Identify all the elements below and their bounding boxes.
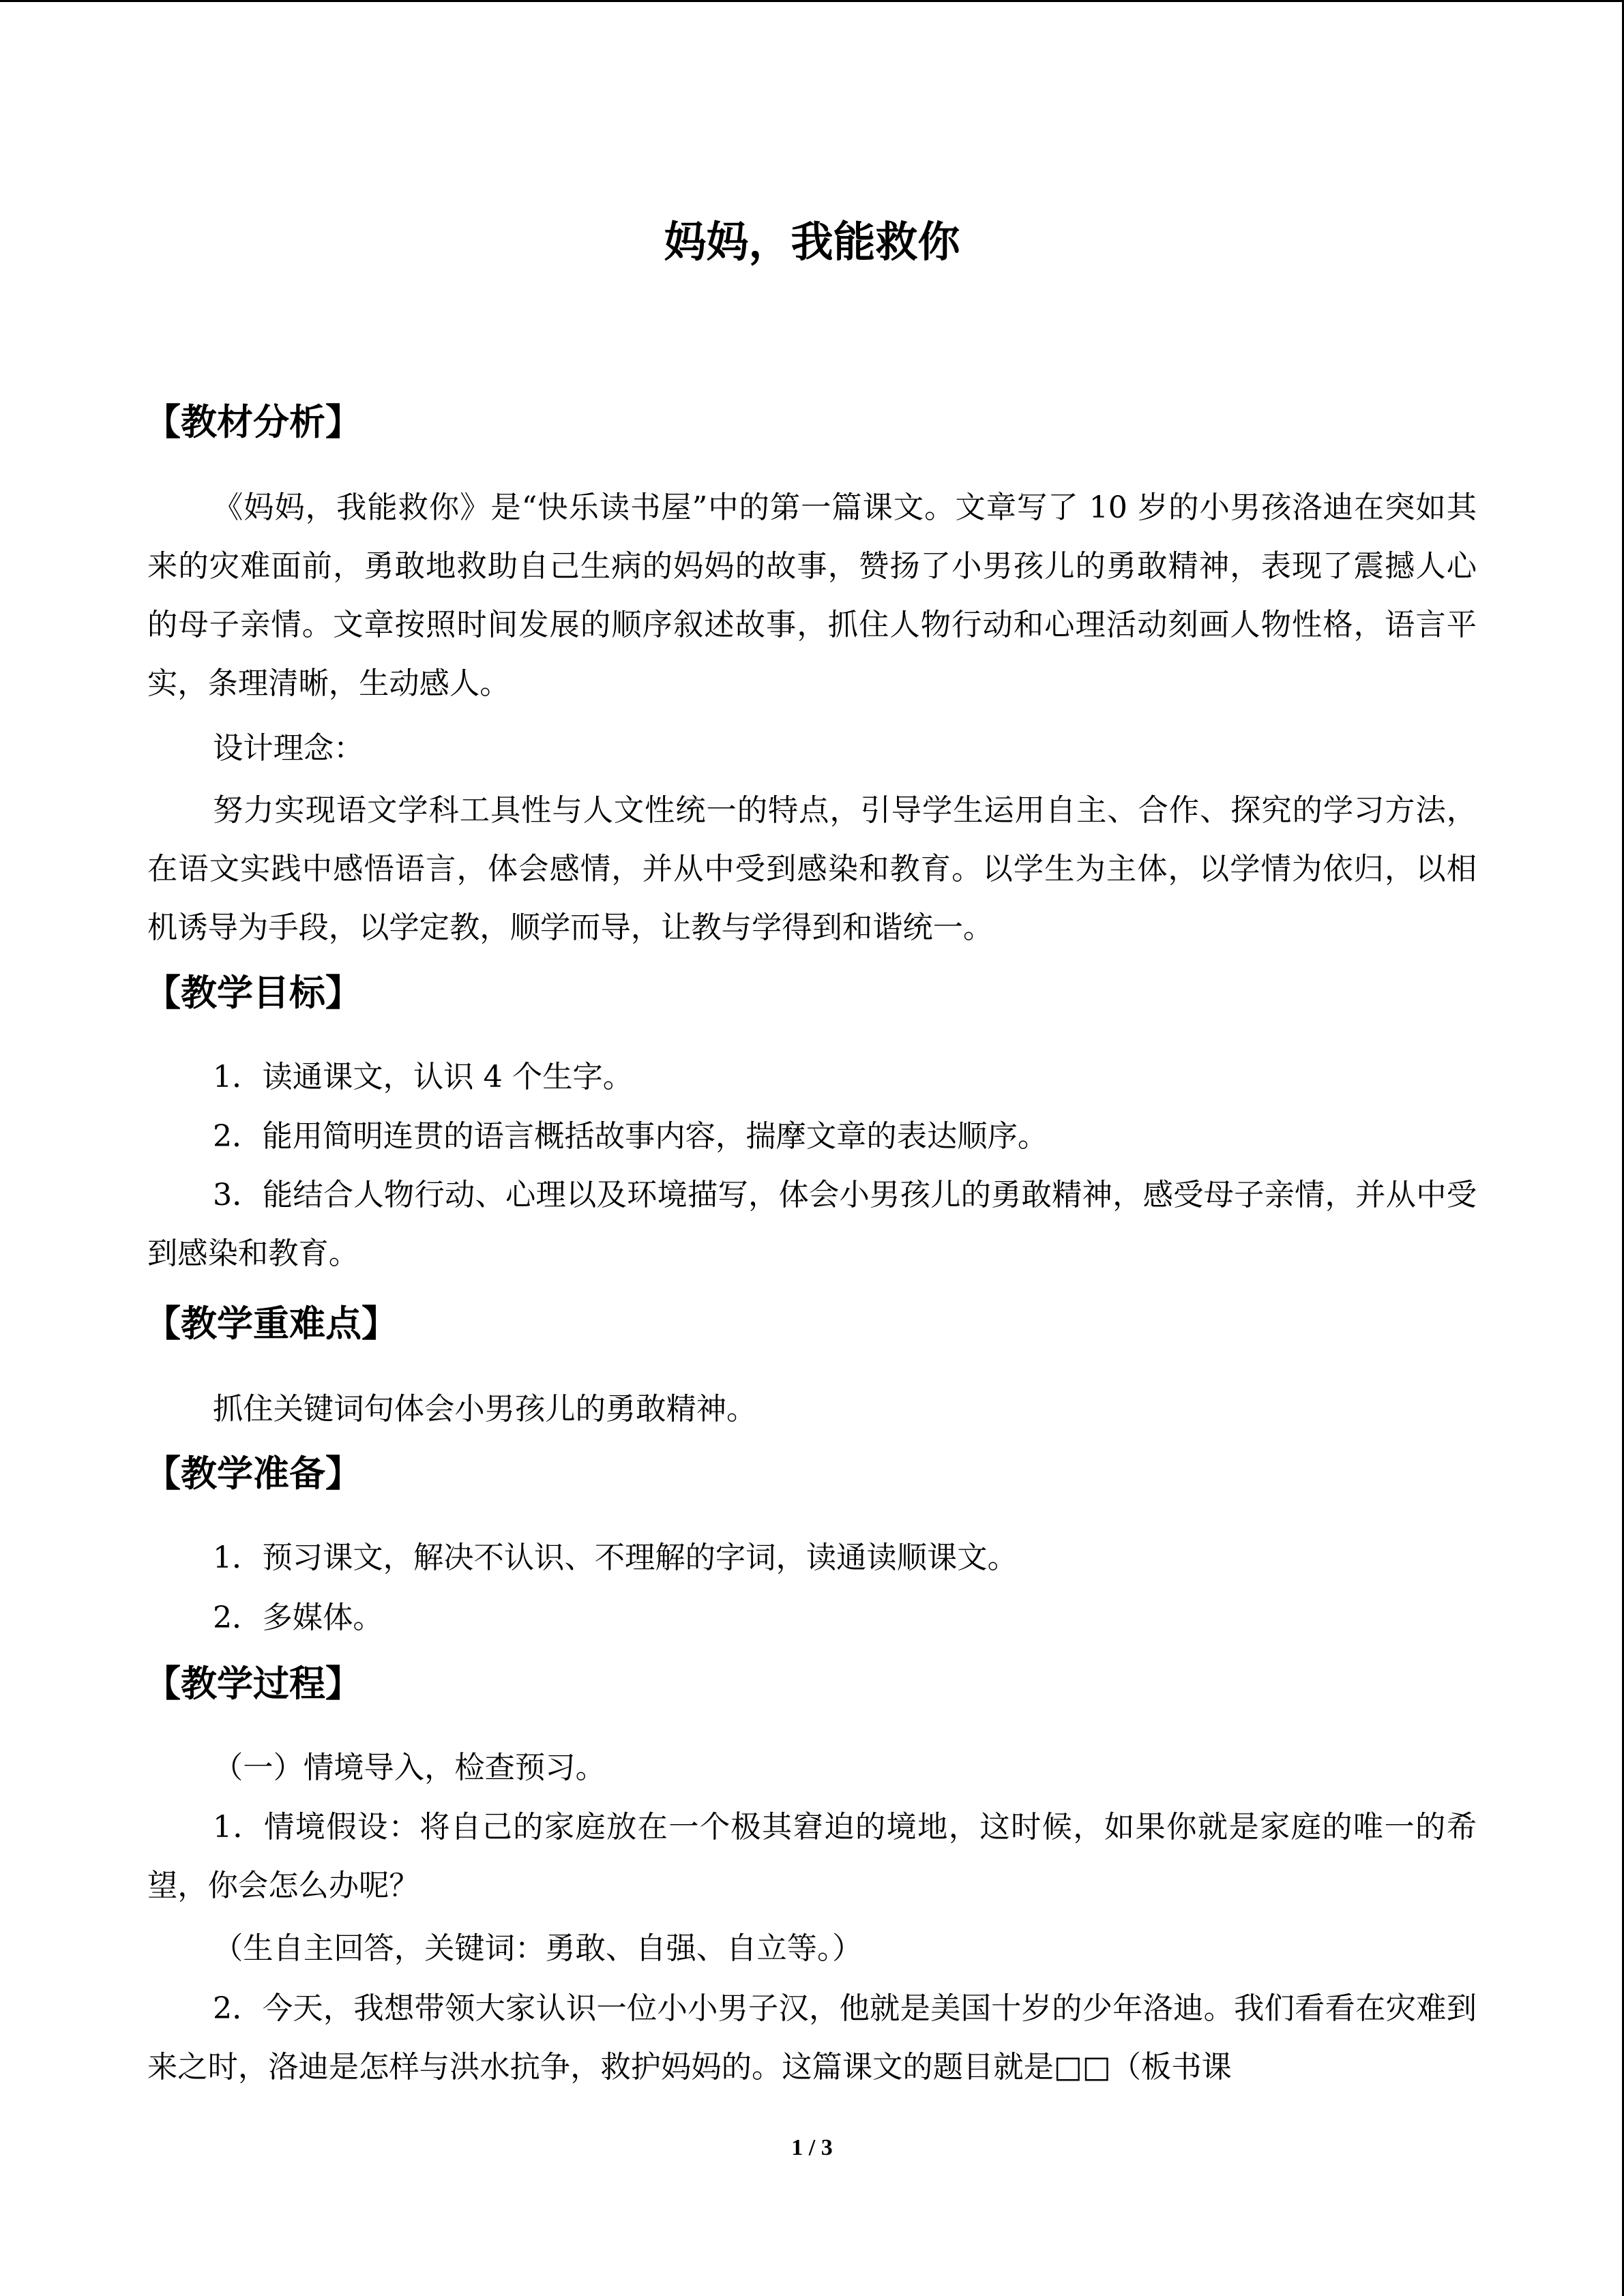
process-item-2: 2．今天，我想带领大家认识一位小小男子汉，他就是美国十岁的少年洛迪。我们看看在灾难到来之时，洛迪是怎样与洪水抗争，救护妈妈的。这篇课文的题目就是□□（板书课 xyxy=(147,1991,1477,2085)
section-heading-preparation: 【教学准备】 xyxy=(145,1453,361,1495)
section-heading-teaching-goals: 【教学目标】 xyxy=(145,972,361,1014)
paragraph-design-concept-label: 设计理念： xyxy=(213,731,364,766)
process-student-answer: （生自主回答，关键词：勇敢、自强、自立等。） xyxy=(213,1931,863,1966)
goal-item-2: 2．能用简明连贯的语言概括故事内容，揣摩文章的表达顺序。 xyxy=(213,1119,1048,1154)
page-number: 1 / 3 xyxy=(791,2135,833,2160)
key-difficulty-text: 抓住关键词句体会小男孩儿的勇敢精神。 xyxy=(213,1392,757,1427)
paragraph-textbook-analysis: 《妈妈，我能救你》是“快乐读书屋”中的第一篇课文。文章写了 10 岁的小男孩洛迪在突如其来的灾难面前，勇敢地救助自己生病的妈妈的故事，赞扬了小男孩儿的勇敢精神，表现了震撼人心的母子亲情。文章按照时间发展的顺序叙述故事，抓住人物行动和心理活动刻画人物性格，语言平实，条理清晰，生动感人。 xyxy=(147,490,1477,701)
preparation-item-2: 2．多媒体。 xyxy=(213,1600,383,1635)
paragraph-design-concept: 努力实现语文学科工具性与人文性统一的特点，引导学生运用自主、合作、探究的学习方法，在语文实践中感悟语言，体会感情，并从中受到感染和教育。以学生为主体，以学情为依归，以相机诱导为手段，以学定教，顺学而导，让教与学得到和谐统一。 xyxy=(147,793,1477,945)
page-frame-top xyxy=(0,0,1624,2)
process-step-intro: （一）情境导入，检查预习。 xyxy=(213,1750,606,1785)
section-heading-key-difficulties: 【教学重难点】 xyxy=(145,1303,398,1345)
document-title: 妈妈，我能救你 xyxy=(664,217,960,267)
goal-item-3: 3．能结合人物行动、心理以及环境描写，体会小男孩儿的勇敢精神，感受母子亲情，并从中受到感染和教育。 xyxy=(147,1178,1477,1271)
preparation-item-1: 1．预习课文，解决不认识、不理解的字词，读通读顺课文。 xyxy=(213,1540,1018,1575)
section-heading-teaching-process: 【教学过程】 xyxy=(145,1663,361,1705)
section-heading-textbook-analysis: 【教材分析】 xyxy=(145,402,361,443)
goal-item-1: 1．读通课文，认识 4 个生字。 xyxy=(213,1060,634,1094)
process-item-1: 1．情境假设：将自己的家庭放在一个极其窘迫的境地，这时候，如果你就是家庭的唯一的希望，你会怎么办呢？ xyxy=(147,1810,1477,1903)
